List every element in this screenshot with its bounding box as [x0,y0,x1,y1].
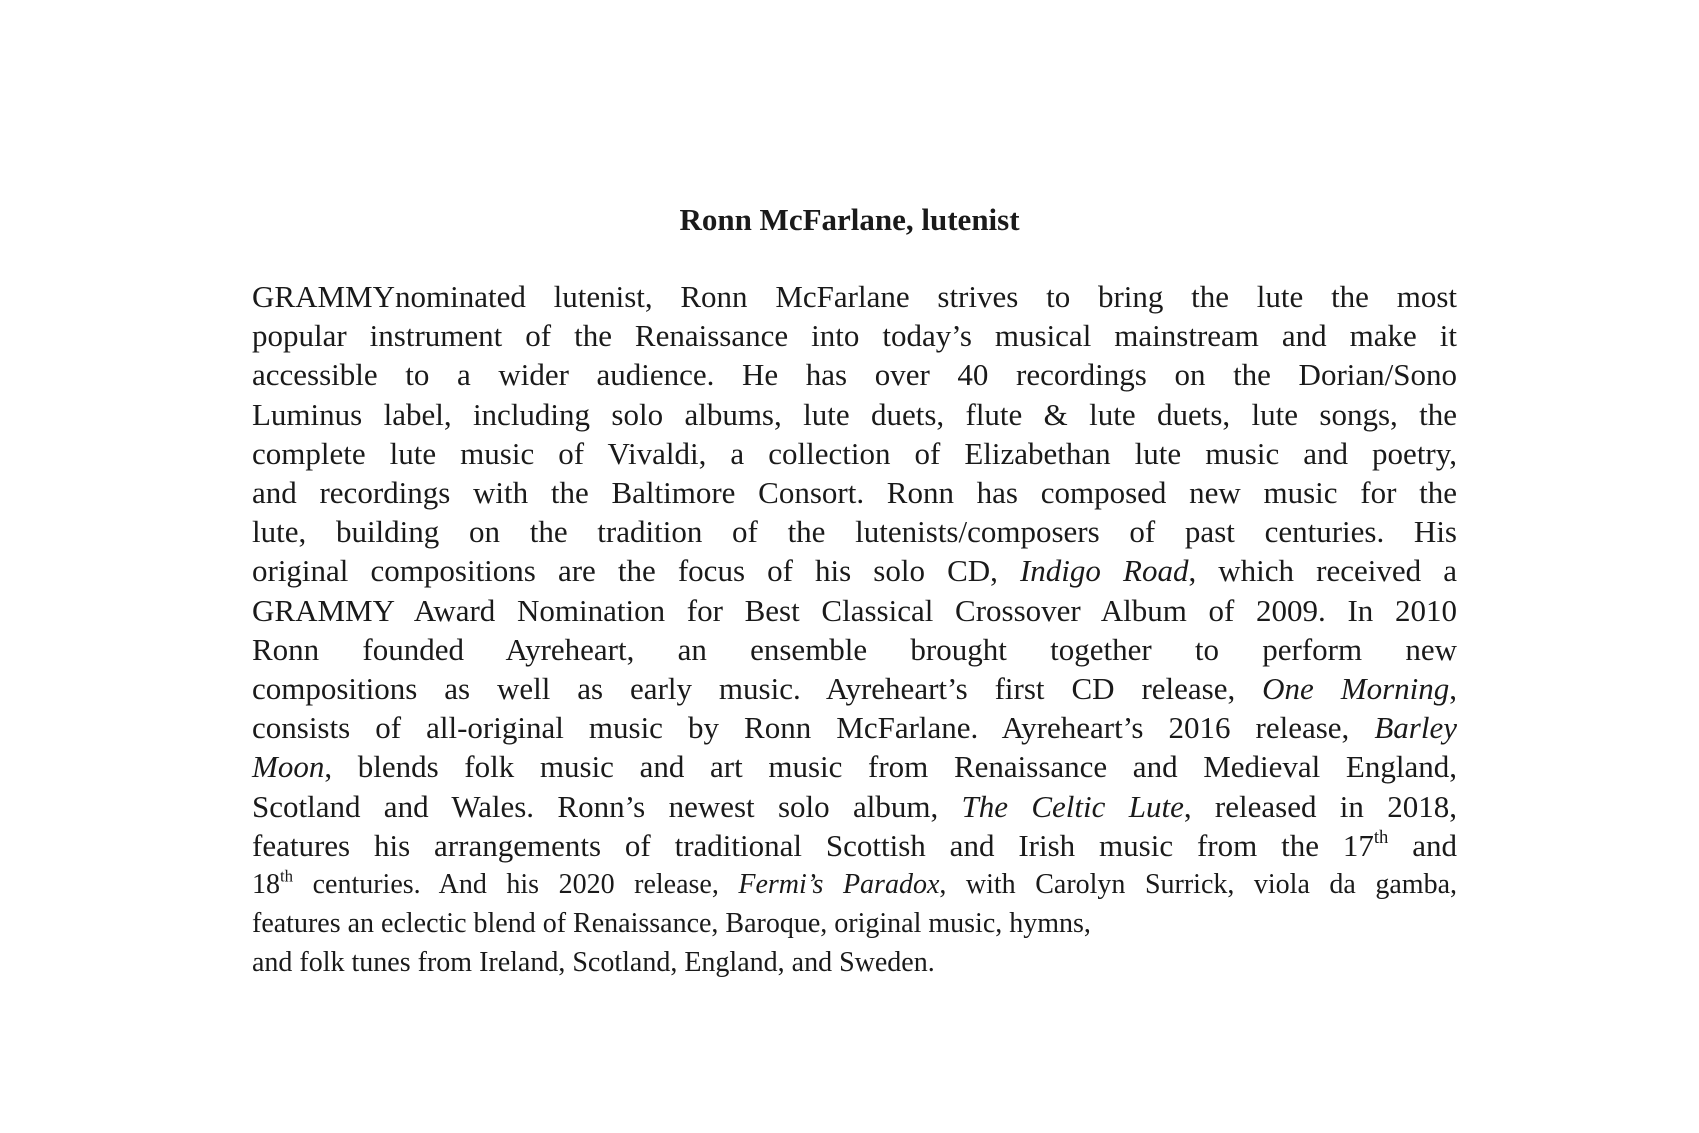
album-title-fermis-paradox: Fermi’s Paradox [738,869,940,901]
bio-line-13: Moon, blends folk music and art music from Renaissance and Medieval England, [252,749,1457,785]
bio-line-9: GRAMMY Award Nomination for Best Classical Crossover Album of 2009. In 2010 [252,592,1457,628]
bio-line-10: Ronn founded Ayreheart, an ensemble brought together to perform new [252,631,1457,667]
bio-line-8: original compositions are the focus of his solo CD, Indigo Road, which received a [252,553,1457,589]
bio-line-12: consists of all-original music by Ronn McFarlane. Ayreheart’s 2016 release, Barley [252,710,1457,746]
bio-line-18: and folk tunes from Ireland, Scotland, England, and Sweden. [252,947,935,979]
bio-line-3: accessible to a wider audience. He has over 40 recordings on the Dorian/Sono [252,357,1457,393]
bio-line-15: features his arrangements of traditional Scottish and Irish music from the 17th and [252,826,1457,863]
bio-line-2: popular instrument of the Renaissance into today’s musical mainstream and make it [252,318,1457,354]
bio-line-16: 18th centuries. And his 2020 release, Fermi’s Paradox, with Carolyn Surrick, viola da gamba, [252,866,1458,901]
bio-line-7: lute, building on the tradition of the lutenists/composers of past centuries. His [252,514,1457,550]
bio-line-14: Scotland and Wales. Ronn’s newest solo album, The Celtic Lute, released in 2018, [252,788,1457,824]
album-title-moon: Moon [252,749,325,785]
biography-paragraph [252,277,1457,983]
bio-line-6: and recordings with the Baltimore Consort. Ronn has composed new music for the [252,475,1457,511]
bio-line-17: features an eclectic blend of Renaissance, Baroque, original music, hymns, [252,908,1091,940]
album-title-barley: Barley [1374,710,1457,746]
bio-line-1: GRAMMYnominated lutenist, Ronn McFarlane strives to bring the lute the most [252,279,1457,314]
ordinal-superscript: th [280,866,294,886]
bio-line-5: complete lute music of Vivaldi, a collection of Elizabethan lute music and poetry, [252,435,1457,471]
album-title-celtic-lute: The Celtic Lute [961,788,1184,824]
bio-line-11: compositions as well as early music. Ayreheart’s first CD release, One Morning, [252,671,1457,707]
ordinal-superscript: th [1373,826,1389,848]
album-title-indigo-road: Indigo Road [1019,553,1189,589]
page-title: Ronn McFarlane, lutenist [679,202,1020,237]
album-title-one-morning: One Morning [1262,671,1450,707]
bio-line-4: Luminus label, including solo albums, lute duets, flute & lute duets, lute songs, the [252,396,1457,432]
